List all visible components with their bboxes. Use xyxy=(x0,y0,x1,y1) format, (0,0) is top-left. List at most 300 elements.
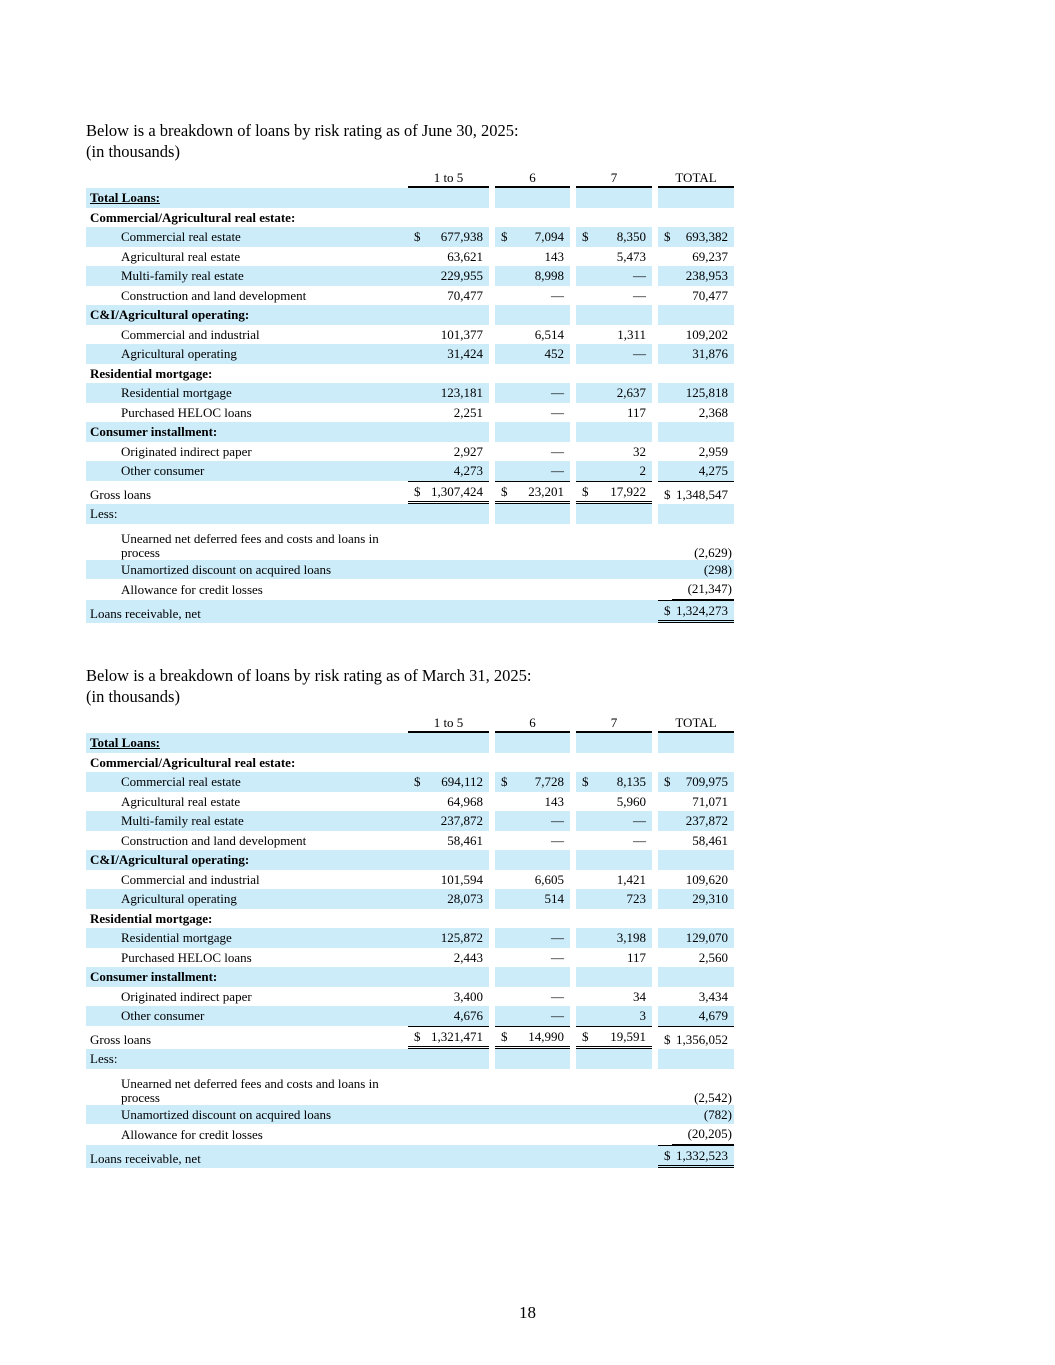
gross-value: 23,201 xyxy=(509,481,570,505)
value-cell: 71,071 xyxy=(692,793,729,809)
empty-cell xyxy=(408,889,422,909)
value-cell: 2,637 xyxy=(590,383,652,403)
column-header: 1 to 5 xyxy=(408,168,489,188)
row-label: Commercial and industrial xyxy=(121,326,260,342)
empty-cell xyxy=(408,422,422,442)
empty-cell xyxy=(408,344,422,364)
value-cell: — xyxy=(633,832,646,848)
deduction-label: Unearned net deferred fees and costs and loans in process xyxy=(121,530,379,560)
empty-cell xyxy=(408,461,422,481)
gross-value: 1,321,471 xyxy=(422,1026,489,1050)
empty-cell xyxy=(408,247,422,267)
empty-cell xyxy=(495,1006,509,1026)
value-cell: 3,434 xyxy=(698,988,729,1004)
column-header: 7 xyxy=(576,168,652,188)
value-cell: — xyxy=(551,443,564,459)
deduction-value: (2,629) xyxy=(694,544,733,560)
value-cell: 123,181 xyxy=(422,383,489,403)
row-label: Commercial real estate xyxy=(86,772,408,792)
value-cell: — xyxy=(509,811,570,831)
table-row xyxy=(86,442,734,462)
less-label: Less: xyxy=(86,1049,408,1069)
empty-cell xyxy=(408,909,422,929)
empty-cell xyxy=(576,792,590,812)
table-row xyxy=(86,889,734,909)
value-cell: — xyxy=(509,928,570,948)
empty-cell xyxy=(658,461,672,481)
gross-loans-label: Gross loans xyxy=(90,486,152,502)
empty-cell xyxy=(495,831,509,851)
value-cell: 723 xyxy=(590,889,652,909)
empty-cell xyxy=(658,889,672,909)
risk-rating-table xyxy=(86,713,734,1168)
empty-cell xyxy=(408,286,422,306)
empty-cell xyxy=(658,305,672,325)
deduction-spacer xyxy=(408,524,672,560)
empty-cell xyxy=(576,928,590,948)
empty-cell xyxy=(658,1006,672,1026)
empty-cell xyxy=(658,850,672,870)
gross-loans-row xyxy=(86,481,734,505)
value-cell: — xyxy=(551,404,564,420)
row-label: Purchased HELOC loans xyxy=(121,404,252,420)
empty-cell xyxy=(408,831,422,851)
currency-symbol: $ xyxy=(408,772,422,792)
deduction-row xyxy=(86,579,734,600)
empty-cell xyxy=(576,422,590,442)
empty-cell xyxy=(408,733,422,753)
group-header: Residential mortgage: xyxy=(90,910,213,926)
empty-cell xyxy=(672,504,734,524)
column-header: TOTAL xyxy=(658,168,734,188)
value-cell: — xyxy=(590,811,652,831)
empty-cell xyxy=(576,364,590,384)
currency-symbol: $ xyxy=(658,772,672,792)
empty-cell xyxy=(576,870,590,890)
empty-cell xyxy=(658,967,672,987)
value-cell: 129,070 xyxy=(672,928,734,948)
row-label: Other consumer xyxy=(86,1006,408,1026)
empty-cell xyxy=(495,461,509,481)
empty-cell xyxy=(672,967,734,987)
empty-cell xyxy=(422,909,489,929)
row-label: Agricultural real estate xyxy=(121,793,241,809)
empty-cell xyxy=(495,792,509,812)
value-cell: — xyxy=(551,287,564,303)
empty-cell xyxy=(495,909,509,929)
value-cell: 2,443 xyxy=(453,949,483,965)
value-cell: 58,461 xyxy=(692,832,729,848)
empty-cell xyxy=(495,266,509,286)
empty-cell xyxy=(509,733,570,753)
table-row xyxy=(86,305,734,325)
net-label: Loans receivable, net xyxy=(86,1145,408,1169)
value-cell: 1,311 xyxy=(617,326,646,342)
value-cell: 3 xyxy=(590,1006,652,1026)
empty-cell xyxy=(408,403,422,423)
empty-cell xyxy=(658,383,672,403)
row-label: Construction and land development xyxy=(121,287,307,303)
value-cell: 4,273 xyxy=(422,461,489,481)
empty-cell xyxy=(672,364,734,384)
value-cell: 31,424 xyxy=(422,344,489,364)
net-spacer xyxy=(408,600,658,624)
empty-cell xyxy=(576,383,590,403)
value-cell: 101,377 xyxy=(440,326,483,342)
empty-cell xyxy=(576,286,590,306)
value-cell: 237,872 xyxy=(422,811,489,831)
table-row xyxy=(86,1049,734,1069)
table-row xyxy=(86,266,734,286)
empty-cell xyxy=(495,504,509,524)
empty-cell xyxy=(495,948,509,968)
currency-symbol: $ xyxy=(576,481,590,505)
empty-cell xyxy=(495,383,509,403)
table-units: (in thousands) xyxy=(86,687,180,706)
total-loans-label: Total Loans: xyxy=(86,733,408,753)
empty-cell xyxy=(495,987,509,1007)
currency-symbol: $ xyxy=(576,772,590,792)
row-label: Other consumer xyxy=(86,461,408,481)
deduction-label: Unearned net deferred fees and costs and loans in process xyxy=(121,1075,379,1105)
value-cell: 101,594 xyxy=(440,871,483,887)
value-cell: 34 xyxy=(633,988,646,1004)
deduction-value: (20,205) xyxy=(672,1124,734,1145)
empty-cell xyxy=(495,1049,509,1069)
empty-cell xyxy=(408,305,422,325)
currency-symbol: $ xyxy=(658,227,672,247)
value-cell: 2,368 xyxy=(698,404,729,420)
empty-cell xyxy=(408,850,422,870)
empty-cell xyxy=(658,948,672,968)
empty-cell xyxy=(408,188,422,208)
empty-cell xyxy=(590,504,652,524)
table-row xyxy=(86,188,734,208)
currency-symbol: $ xyxy=(495,227,509,247)
table-row xyxy=(86,227,734,247)
empty-cell xyxy=(408,325,422,345)
empty-cell xyxy=(422,753,489,773)
table-row xyxy=(86,850,734,870)
deduction-row xyxy=(86,524,734,560)
value-cell: 3,400 xyxy=(453,988,483,1004)
empty-cell xyxy=(672,188,734,208)
value-cell: 58,461 xyxy=(447,832,483,848)
value-cell: — xyxy=(590,344,652,364)
empty-cell xyxy=(576,909,590,929)
value-cell: 693,382 xyxy=(672,227,734,247)
empty-cell xyxy=(590,753,652,773)
empty-cell xyxy=(658,188,672,208)
risk-rating-section-june xyxy=(86,120,734,623)
group-header: Consumer installment: xyxy=(86,967,408,987)
empty-cell xyxy=(576,889,590,909)
empty-cell xyxy=(495,305,509,325)
empty-cell xyxy=(590,733,652,753)
empty-cell xyxy=(658,870,672,890)
gross-value: 17,922 xyxy=(590,481,652,505)
value-cell: — xyxy=(590,266,652,286)
value-cell: — xyxy=(551,949,564,965)
empty-cell xyxy=(658,208,672,228)
empty-cell xyxy=(672,305,734,325)
empty-cell xyxy=(495,850,509,870)
empty-cell xyxy=(658,504,672,524)
empty-cell xyxy=(495,364,509,384)
empty-cell xyxy=(576,305,590,325)
table-row xyxy=(86,344,734,364)
deduction-value: (782) xyxy=(672,1105,734,1125)
currency-symbol: $ xyxy=(576,227,590,247)
empty-cell xyxy=(576,811,590,831)
deduction-label: Unamortized discount on acquired loans xyxy=(86,1105,408,1125)
value-cell: 29,310 xyxy=(672,889,734,909)
table-row xyxy=(86,733,734,753)
empty-cell xyxy=(658,811,672,831)
empty-cell xyxy=(495,733,509,753)
empty-cell xyxy=(408,811,422,831)
deduction-row xyxy=(86,1105,734,1125)
empty-cell xyxy=(590,305,652,325)
empty-cell xyxy=(408,383,422,403)
deduction-label: Allowance for credit losses xyxy=(121,1127,263,1142)
gross-value: 1,356,052 xyxy=(672,1026,734,1050)
empty-cell xyxy=(672,1049,734,1069)
value-cell: 4,275 xyxy=(672,461,734,481)
currency-symbol: $ xyxy=(495,1026,509,1050)
row-label: Originated indirect paper xyxy=(121,988,252,1004)
value-cell: 109,620 xyxy=(685,871,729,887)
value-cell: 2,927 xyxy=(453,443,483,459)
value-cell: 117 xyxy=(626,949,646,965)
empty-cell xyxy=(672,850,734,870)
value-cell: 32 xyxy=(633,443,646,459)
empty-cell xyxy=(408,504,422,524)
empty-cell xyxy=(576,403,590,423)
value-cell: — xyxy=(509,383,570,403)
empty-cell xyxy=(576,948,590,968)
empty-cell xyxy=(672,208,734,228)
value-cell: 2,251 xyxy=(453,404,483,420)
empty-cell xyxy=(495,286,509,306)
table-row xyxy=(86,792,734,812)
empty-cell xyxy=(658,987,672,1007)
group-header: Consumer installment: xyxy=(86,422,408,442)
gross-value: 19,591 xyxy=(590,1026,652,1050)
gross-value: 14,990 xyxy=(509,1026,570,1050)
value-cell: 69,237 xyxy=(692,248,729,264)
table-row xyxy=(86,772,734,792)
empty-cell xyxy=(509,1049,570,1069)
value-cell: 709,975 xyxy=(672,772,734,792)
group-header: C&I/Agricultural operating: xyxy=(86,850,408,870)
empty-cell xyxy=(658,364,672,384)
empty-cell xyxy=(576,967,590,987)
value-cell: — xyxy=(509,1006,570,1026)
row-label: Agricultural operating xyxy=(86,344,408,364)
empty-cell xyxy=(590,1049,652,1069)
empty-cell xyxy=(495,422,509,442)
table-row xyxy=(86,286,734,306)
value-cell: 6,605 xyxy=(534,871,564,887)
table-row xyxy=(86,909,734,929)
empty-cell xyxy=(658,266,672,286)
value-cell: 117 xyxy=(626,404,646,420)
table-row xyxy=(86,383,734,403)
empty-cell xyxy=(576,344,590,364)
row-label: Agricultural operating xyxy=(86,889,408,909)
empty-cell xyxy=(422,208,489,228)
empty-cell xyxy=(576,831,590,851)
empty-cell xyxy=(658,1049,672,1069)
value-cell: 452 xyxy=(509,344,570,364)
empty-cell xyxy=(672,422,734,442)
empty-cell xyxy=(495,889,509,909)
deduction-spacer xyxy=(408,1124,672,1145)
empty-cell xyxy=(408,870,422,890)
empty-cell xyxy=(422,967,489,987)
empty-cell xyxy=(422,422,489,442)
empty-cell xyxy=(408,364,422,384)
empty-cell xyxy=(422,305,489,325)
empty-cell xyxy=(658,286,672,306)
empty-cell xyxy=(422,850,489,870)
empty-cell xyxy=(509,422,570,442)
group-header: Commercial/Agricultural real estate: xyxy=(90,209,296,225)
empty-cell xyxy=(509,753,570,773)
total-loans-label: Total Loans: xyxy=(86,188,408,208)
empty-cell xyxy=(658,344,672,364)
empty-cell xyxy=(509,208,570,228)
row-label: Commercial real estate xyxy=(86,227,408,247)
empty-cell xyxy=(495,208,509,228)
empty-cell xyxy=(658,325,672,345)
empty-cell xyxy=(408,208,422,228)
empty-cell xyxy=(509,504,570,524)
table-row xyxy=(86,364,734,384)
less-label: Less: xyxy=(86,504,408,524)
deduction-spacer xyxy=(408,560,672,580)
empty-cell xyxy=(658,403,672,423)
empty-cell xyxy=(509,364,570,384)
value-cell: 2,959 xyxy=(698,443,729,459)
value-cell: 514 xyxy=(509,889,570,909)
loans-receivable-net-row xyxy=(86,600,734,624)
value-cell: 64,968 xyxy=(447,793,483,809)
value-cell: 677,938 xyxy=(422,227,489,247)
currency-symbol: $ xyxy=(408,481,422,505)
row-label: Residential mortgage xyxy=(86,383,408,403)
deduction-spacer xyxy=(408,1105,672,1125)
value-cell: — xyxy=(633,287,646,303)
empty-cell xyxy=(495,928,509,948)
empty-cell xyxy=(576,850,590,870)
empty-cell xyxy=(576,987,590,1007)
value-cell: 1,421 xyxy=(616,871,646,887)
value-cell: 5,960 xyxy=(616,793,646,809)
row-label: Agricultural real estate xyxy=(121,248,241,264)
empty-cell xyxy=(590,364,652,384)
table-row xyxy=(86,948,734,968)
table-row xyxy=(86,403,734,423)
deduction-spacer xyxy=(408,579,672,600)
table-row xyxy=(86,208,734,228)
row-label: Commercial and industrial xyxy=(121,871,260,887)
table-row xyxy=(86,967,734,987)
deduction-value: (21,347) xyxy=(672,579,734,600)
currency-symbol: $ xyxy=(658,1026,672,1050)
gross-value: 1,307,424 xyxy=(422,481,489,505)
row-label: Residential mortgage xyxy=(86,928,408,948)
empty-cell xyxy=(408,1006,422,1026)
currency-symbol: $ xyxy=(658,481,672,505)
empty-cell xyxy=(422,364,489,384)
empty-cell xyxy=(658,792,672,812)
empty-cell xyxy=(576,188,590,208)
table-title: Below is a breakdown of loans by risk rating as of March 31, 2025: xyxy=(86,666,532,685)
empty-cell xyxy=(495,247,509,267)
column-header: 6 xyxy=(495,713,570,733)
empty-cell xyxy=(408,442,422,462)
value-cell: 31,876 xyxy=(672,344,734,364)
empty-cell xyxy=(658,928,672,948)
empty-cell xyxy=(658,909,672,929)
empty-cell xyxy=(576,208,590,228)
value-cell: — xyxy=(551,988,564,1004)
header-spacer xyxy=(86,713,408,733)
empty-cell xyxy=(576,325,590,345)
value-cell: 8,350 xyxy=(590,227,652,247)
deduction-spacer xyxy=(408,1069,672,1105)
page-number: 18 xyxy=(519,1303,536,1322)
empty-cell xyxy=(658,733,672,753)
value-cell: 3,198 xyxy=(590,928,652,948)
empty-cell xyxy=(658,831,672,851)
empty-cell xyxy=(509,967,570,987)
empty-cell xyxy=(495,403,509,423)
net-label: Loans receivable, net xyxy=(86,600,408,624)
empty-cell xyxy=(590,422,652,442)
value-cell: 8,998 xyxy=(509,266,570,286)
empty-cell xyxy=(495,811,509,831)
empty-cell xyxy=(408,792,422,812)
empty-cell xyxy=(495,753,509,773)
value-cell: 7,728 xyxy=(509,772,570,792)
empty-cell xyxy=(422,1049,489,1069)
empty-cell xyxy=(495,344,509,364)
value-cell: 8,135 xyxy=(590,772,652,792)
deduction-label: Allowance for credit losses xyxy=(121,582,263,597)
column-header: 7 xyxy=(576,713,652,733)
value-cell: 2 xyxy=(590,461,652,481)
empty-cell xyxy=(509,188,570,208)
empty-cell xyxy=(509,305,570,325)
row-label: Construction and land development xyxy=(121,832,307,848)
value-cell: 6,514 xyxy=(534,326,564,342)
empty-cell xyxy=(576,247,590,267)
deduction-row xyxy=(86,1069,734,1105)
empty-cell xyxy=(495,442,509,462)
net-value: 1,332,523 xyxy=(672,1145,734,1169)
table-units: (in thousands) xyxy=(86,142,180,161)
empty-cell xyxy=(590,967,652,987)
empty-cell xyxy=(576,461,590,481)
table-row xyxy=(86,987,734,1007)
table-row xyxy=(86,753,734,773)
empty-cell xyxy=(590,909,652,929)
empty-cell xyxy=(576,733,590,753)
gross-value: 1,348,547 xyxy=(672,481,734,505)
